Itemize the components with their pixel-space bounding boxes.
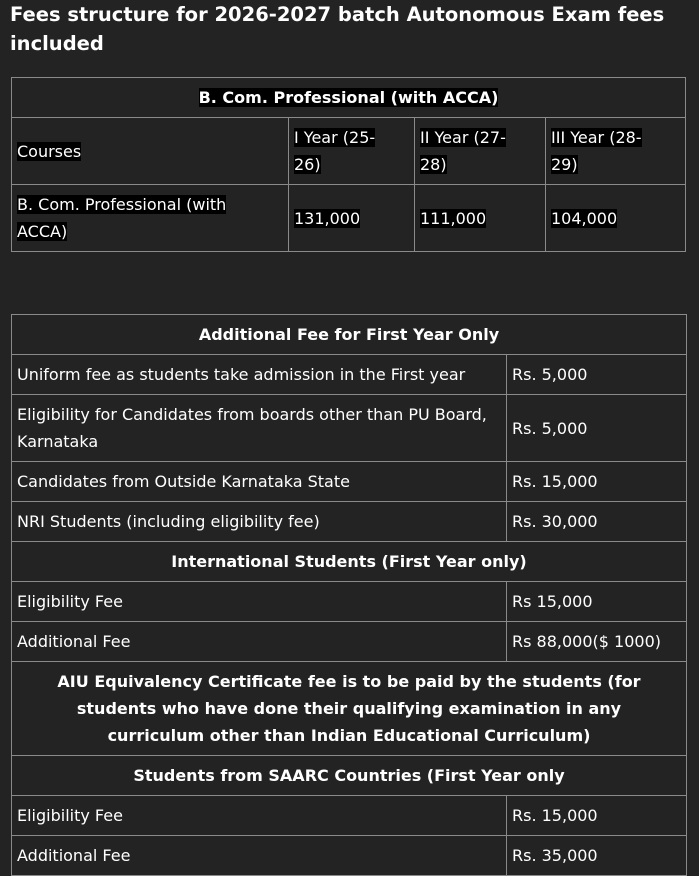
header-year-3 — [546, 118, 686, 185]
additional-fee-table — [11, 314, 687, 876]
fee-value: Rs 88,000($ 1000) — [507, 622, 687, 662]
fee-value: Rs. 30,000 — [507, 502, 687, 542]
header-year-3-line1: III Year (28- — [551, 128, 642, 147]
fee-year-3 — [546, 185, 686, 252]
header-courses-label: Courses — [17, 141, 82, 161]
fee-year-2 — [415, 185, 546, 252]
header-year-2 — [415, 118, 546, 185]
saarc-students-title: Students from SAARC Countries (First Year only — [12, 756, 687, 796]
fee-label: Candidates from Outside Karnataka State — [12, 462, 507, 502]
fee-value: Rs. 35,000 — [507, 836, 687, 876]
fee-label: Additional Fee — [12, 836, 507, 876]
fee-value: Rs. 5,000 — [507, 395, 687, 462]
course-name-line2: ACCA) — [17, 222, 68, 241]
fee-value: Rs. 5,000 — [507, 355, 687, 395]
fee-label: NRI Students (including eligibility fee) — [12, 502, 507, 542]
fee-year-1-value: 131,000 — [294, 208, 361, 228]
header-year-1 — [289, 118, 415, 185]
course-name-cell — [12, 185, 289, 252]
fee-year-1 — [289, 185, 415, 252]
course-table-title-cell — [12, 78, 686, 118]
header-year-3-line2: 29) — [551, 155, 578, 174]
header-courses — [12, 118, 289, 185]
header-year-2-line2: 28) — [420, 155, 447, 174]
fee-label: Eligibility for Candidates from boards other than PU Board, Karnataka — [12, 395, 507, 462]
header-year-2-line1: II Year (27- — [420, 128, 506, 147]
header-year-1-line1: I Year (25- — [294, 128, 376, 147]
fee-label: Eligibility Fee — [12, 582, 507, 622]
fee-year-3-value: 104,000 — [551, 208, 618, 228]
fee-year-2-value: 111,000 — [420, 208, 487, 228]
course-fee-table — [11, 77, 686, 252]
fee-value: Rs. 15,000 — [507, 796, 687, 836]
fee-label: Additional Fee — [12, 622, 507, 662]
fee-label: Uniform fee as students take admission in the First year — [12, 355, 507, 395]
fee-label: Eligibility Fee — [12, 796, 507, 836]
international-students-title: International Students (First Year only) — [12, 542, 687, 582]
additional-fee-title: Additional Fee for First Year Only — [12, 315, 687, 355]
header-year-1-line2: 26) — [294, 155, 321, 174]
fee-value: Rs 15,000 — [507, 582, 687, 622]
fee-value: Rs. 15,000 — [507, 462, 687, 502]
course-table-title: B. Com. Professional (with ACCA) — [198, 88, 499, 107]
page-heading: Fees structure for 2026-2027 batch Autonomous Exam fees included — [10, 3, 665, 55]
aiu-equivalency-note: AIU Equivalency Certificate fee is to be paid by the students (for students who have done their qualifying examination in any curriculum other than Indian Educational Curriculum) — [12, 662, 687, 756]
course-name-line1: B. Com. Professional (with — [17, 195, 227, 214]
